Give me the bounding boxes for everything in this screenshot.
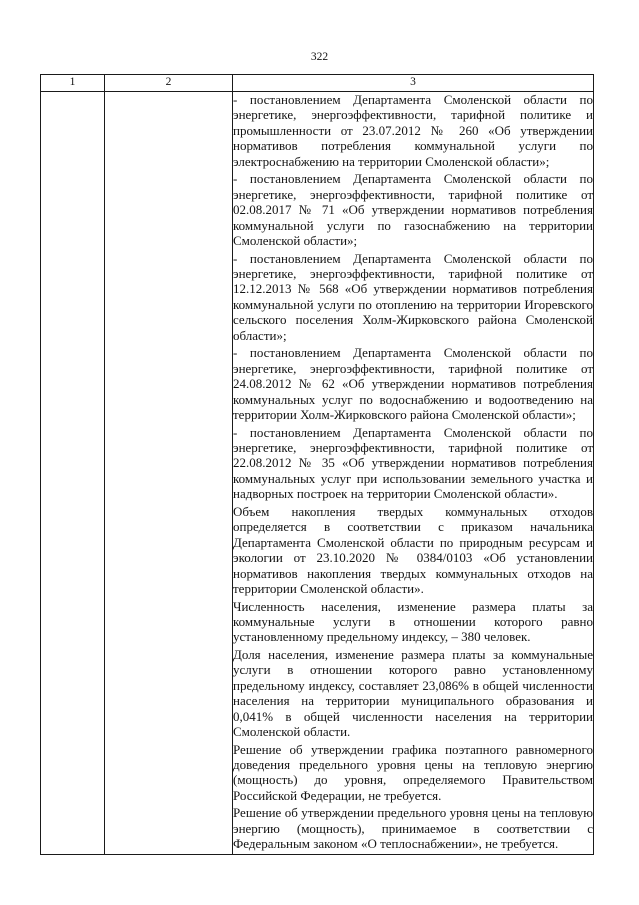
paragraph-waste-volume: Объем накопления твердых коммунальных отходов определяется в соответствии с приказом начальника Департамента Смоленской области по природным ресурсам и экологии от 23.10.2020 № 0384/0103 «Об установлении нормативов накопления твердых коммунальных отходов на территории Смоленской области». <box>233 503 593 597</box>
paragraph-decree-electricity: - постановлением Департамента Смоленской области по энергетике, энергоэффективности, тарифной политике и промышленности от 23.07.2012 № 260 «Об утверждении нормативов потребления коммунальной услуги по электроснабжению на территории Смоленской области»; <box>233 92 593 169</box>
header-col-3: 3 <box>233 75 594 92</box>
table-header-row <box>41 75 594 92</box>
cell-col-2 <box>105 92 233 855</box>
paragraph-decree-gas: - постановлением Департамента Смоленской области по энергетике, энергоэффективности, тарифной политике от 02.08.2017 № 71 «Об утверждении нормативов потребления коммунальной услуги по газоснабжению на территории Смоленской области»; <box>233 171 593 249</box>
document-table <box>40 74 594 855</box>
paragraph-decree-heating: - постановлением Департамента Смоленской области по энергетике, энергоэффективности, тарифной политике от 12.12.2013 № 568 «Об утверждении нормативов потребления коммунальной услуги по отоплению на территории Игоревского сельского поселения Холм-Жирковского района Смоленской области»; <box>233 250 593 343</box>
cell-col-3 <box>233 92 594 855</box>
header-col-1: 1 <box>41 75 105 92</box>
paragraph-population-count: Численность населения, изменение размера платы за коммунальные услуги в отношении которого равно установленному предельному индексу, – 380 человек. <box>233 598 593 645</box>
paragraph-decree-water: - постановлением Департамента Смоленской области по энергетике, энергоэффективности, тарифной политике от 24.08.2012 № 62 «Об утверждении нормативов потребления коммунальных услуг по водоснабжению и водоотведению на территории Холм-Жирковского района Смоленской области»; <box>233 345 593 423</box>
header-col-2: 2 <box>105 75 233 92</box>
paragraph-decree-land-plot: - постановлением Департамента Смоленской области по энергетике, энергоэффективности, тарифной политике от 22.08.2012 № 35 «Об утверждении нормативов потребления коммунальных услуг при использовании земельного участка и надворных построек на территории Смоленской области». <box>233 424 593 502</box>
page-number: 322 <box>310 51 329 63</box>
table-row <box>41 92 594 855</box>
paragraph-price-level-decision: Решение об утверждении предельного уровня цены на тепловую энергию (мощность), принимаемое в соответствии с Федеральным законом «О теплоснабжении», не требуется. <box>233 805 593 852</box>
cell-col-1 <box>41 92 105 855</box>
paragraph-schedule-decision: Решение об утверждении графика поэтапного равномерного доведения предельного уровня цены на тепловую энергию (мощность) до уровня, определяемого Правительством Российской Федерации, не требуется. <box>233 741 593 803</box>
paragraph-population-share: Доля населения, изменение размера платы за коммунальные услуги в отношении которого равно установленному предельному индексу, составляет 23,086% в общей численности населения на территории муниципального образования и 0,041% в общей численности населения на территории Смоленской области. <box>233 646 593 740</box>
